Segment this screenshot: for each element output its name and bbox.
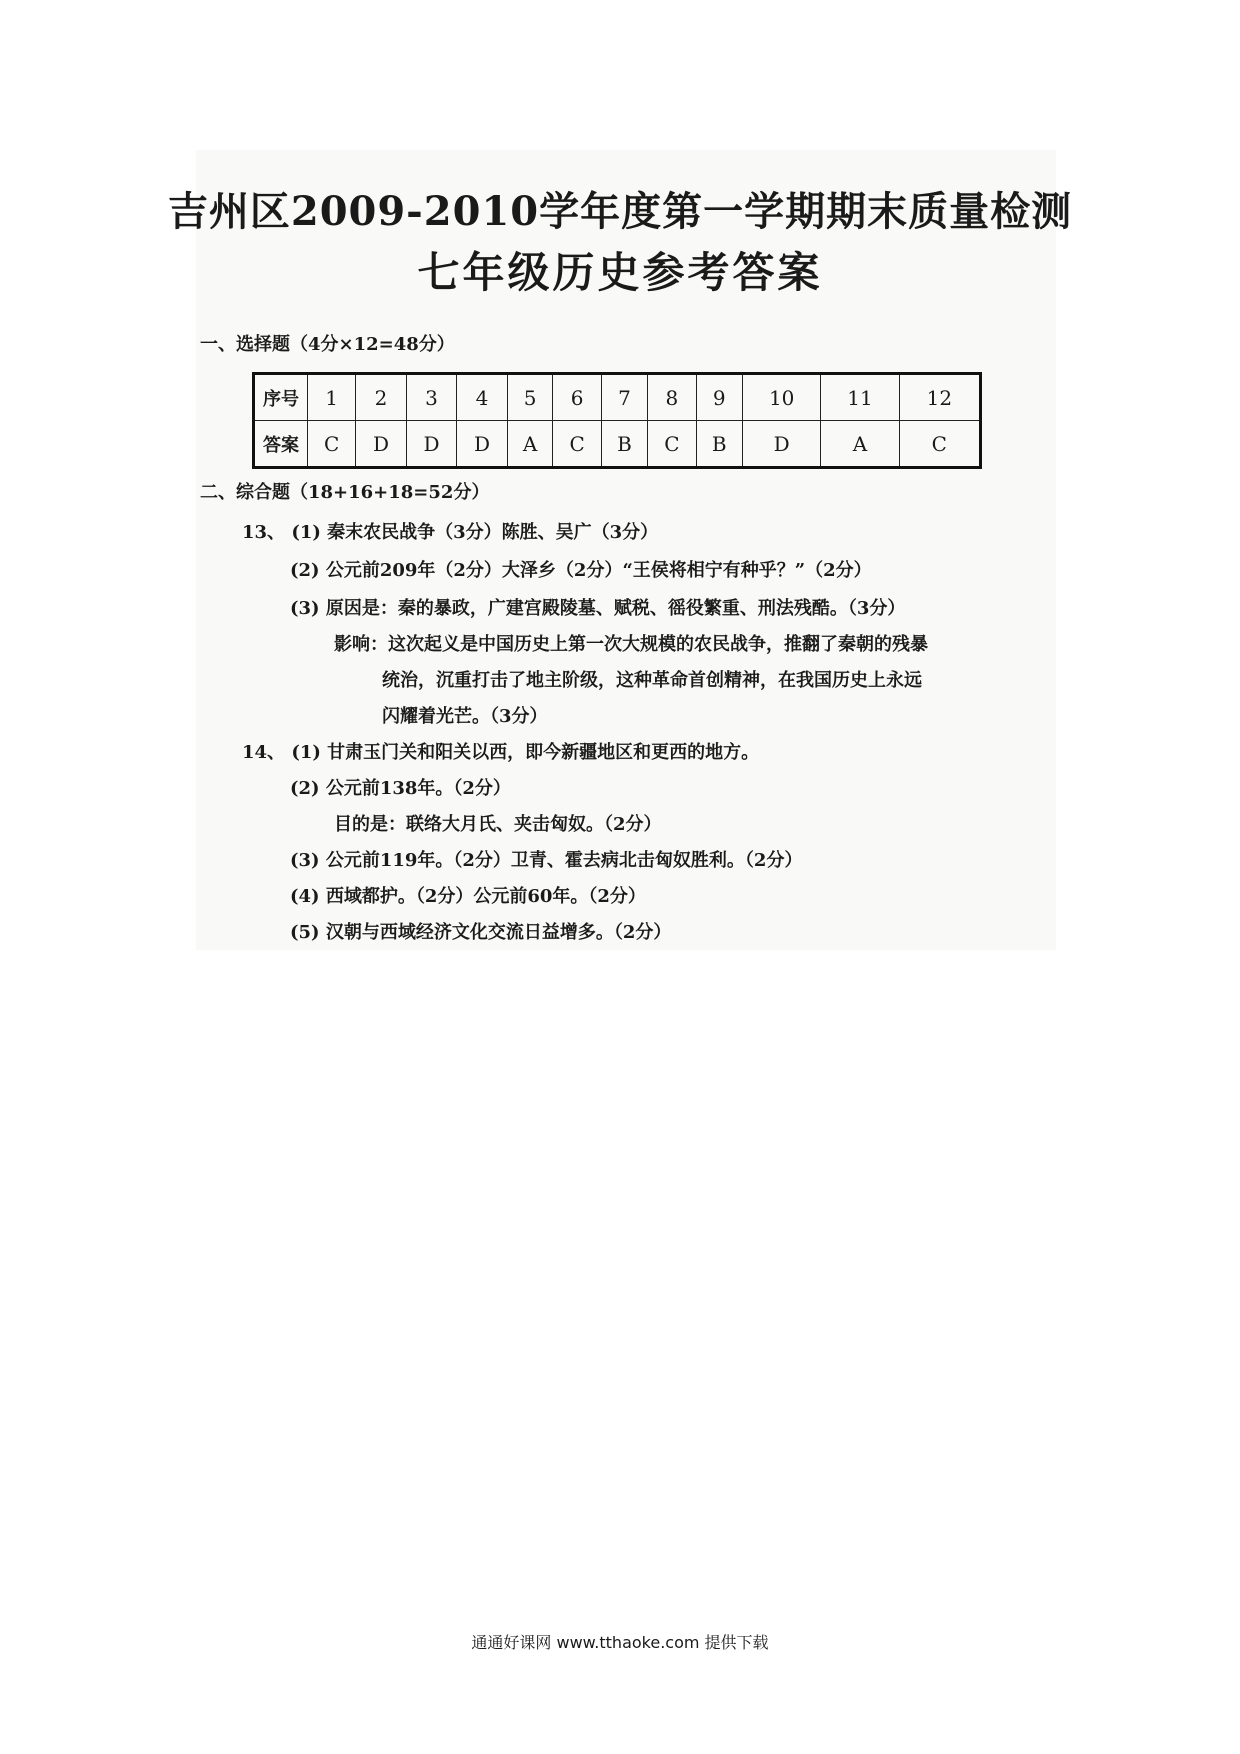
table-cell-answer: D	[406, 421, 456, 468]
answer-line-14-2-purpose: 目的是：联络大月氏、夹击匈奴。（2分）	[334, 814, 662, 835]
table-row-answers	[254, 421, 981, 468]
table-cell-number: 11	[821, 374, 899, 421]
table-cell-answer: A	[821, 421, 899, 468]
table-cell-answer: D	[457, 421, 507, 468]
table-cell-answer: C	[648, 421, 696, 468]
table-row-numbers	[254, 374, 981, 421]
table-cell-answer: D	[743, 421, 821, 468]
table-cell-number: 12	[899, 374, 980, 421]
answer-line-14-1: 14、 (1) 甘肃玉门关和阳关以西，即今新疆地区和更西的地方。	[242, 742, 760, 763]
answer-line-14-3: (3) 公元前119年。（2分）卫青、霍去病北击匈奴胜利。（2分）	[290, 850, 803, 871]
answer-line-13-2: (2) 公元前209年（2分）大泽乡（2分）“王侯将相宁有种乎？”（2分）	[290, 560, 872, 581]
answer-line-13-3-impact: 影响：这次起义是中国历史上第一次大规模的农民战争，推翻了秦朝的残暴	[334, 634, 928, 655]
section-comprehensive-heading: 二、综合题（18+16+18=52分）	[200, 482, 490, 503]
document-subtitle: 七年级历史参考答案	[417, 248, 823, 297]
table-cell-answer: B	[601, 421, 647, 468]
table-cell-answer: C	[899, 421, 980, 468]
table-cell-number: 2	[356, 374, 406, 421]
answer-line-13-1: 13、 (1) 秦末农民战争（3分）陈胜、吴广（3分）	[242, 522, 659, 543]
table-header-answer: 答案	[254, 421, 308, 468]
table-cell-number: 5	[507, 374, 553, 421]
table-cell-number: 4	[457, 374, 507, 421]
answer-line-14-2: (2) 公元前138年。（2分）	[290, 778, 511, 799]
document-title: 吉州区2009-2010学年度第一学期期末质量检测	[167, 188, 1073, 235]
table-header-number: 序号	[254, 374, 308, 421]
table-cell-number: 1	[308, 374, 356, 421]
answer-line-13-3-impact-end: 闪耀着光芒。（3分）	[382, 706, 548, 727]
table-cell-number: 3	[406, 374, 456, 421]
table-cell-answer: A	[507, 421, 553, 468]
answer-line-13-3: (3) 原因是：秦的暴政，广建宫殿陵墓、赋税、徭役繁重、刑法残酷。（3分）	[290, 598, 906, 619]
table-cell-answer: C	[308, 421, 356, 468]
answer-line-14-4: (4) 西域都护。（2分）公元前60年。（2分）	[290, 886, 646, 907]
table-cell-answer: B	[696, 421, 742, 468]
footer-source: 通通好课网 www.tthaoke.com 提供下载	[471, 1633, 769, 1652]
table-cell-number: 6	[553, 374, 601, 421]
table-cell-number: 10	[743, 374, 821, 421]
table-cell-number: 7	[601, 374, 647, 421]
section-choice-heading: 一、选择题（4分×12=48分）	[200, 334, 455, 355]
table-cell-number: 9	[696, 374, 742, 421]
table-cell-number: 8	[648, 374, 696, 421]
answer-table	[252, 372, 982, 469]
table-cell-answer: C	[553, 421, 601, 468]
answer-line-13-3-impact-cont: 统治，沉重打击了地主阶级，这种革命首创精神，在我国历史上永远	[382, 670, 922, 691]
answer-line-14-5: (5) 汉朝与西域经济文化交流日益增多。（2分）	[290, 922, 672, 943]
table-cell-answer: D	[356, 421, 406, 468]
